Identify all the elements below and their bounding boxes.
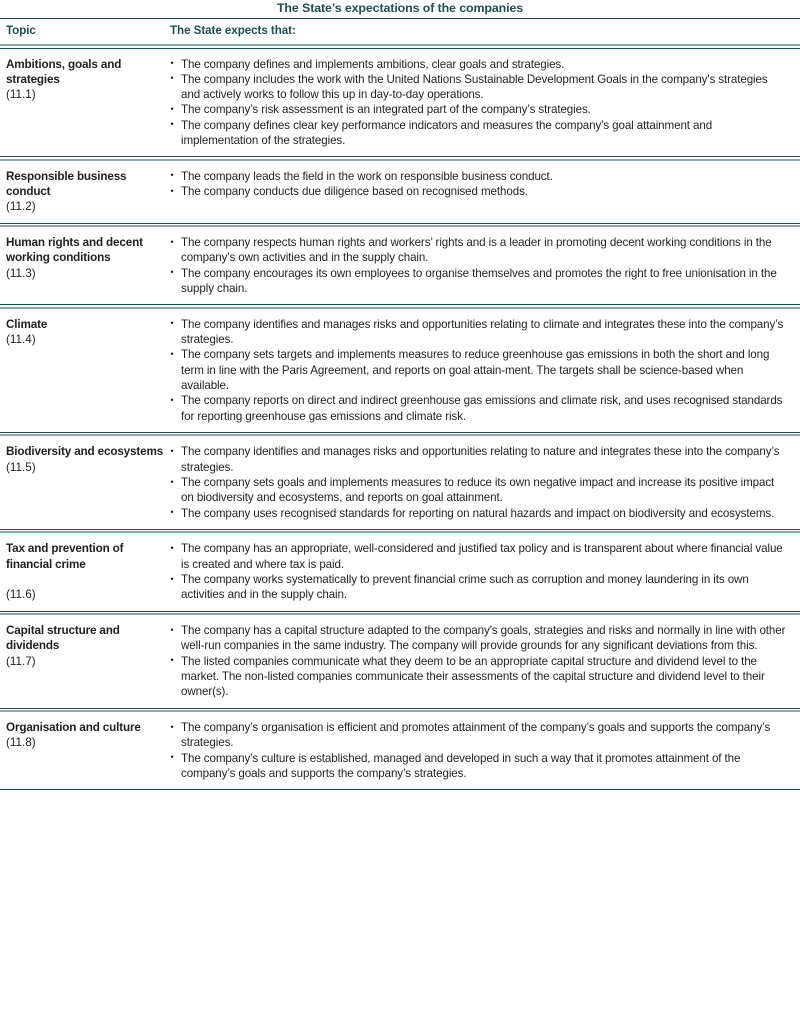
expectations-cell [168,57,800,149]
expectations-list [170,169,786,200]
row-spacer [0,215,800,223]
row-spacer [0,700,800,708]
topic-number: (11.3) [6,266,36,280]
table-body [0,49,800,791]
topic-cell [0,623,168,699]
expectation-item: • The company sets goals and implements measures to reduce its own negative impact and increase its positive impact on biodiversity and ecosystems, and reports on goal attainment. [170,475,786,506]
row-spacer [0,781,800,789]
expectation-item: • The company encourages its own employees to organise themselves and promotes the right to free unionisation in the supply chain. [170,266,786,297]
topic-title: Organisation and culture [6,721,141,735]
expectation-item: • The company has an appropriate, well-considered and justified tax policy and is transparent about where financial value is created and where tax is paid. [170,541,786,572]
row-spacer [0,296,800,304]
expectations-cell [168,720,800,781]
expectation-item: • The company reports on direct and indirect greenhouse gas emissions and climate risk, and uses recognised standards for reporting greenhouse gas emissions and climate risk. [170,393,786,424]
topic-title: Biodiversity and ecosystems [6,445,164,459]
topic-title: Capital structure and dividends [6,624,120,653]
topic-title: Ambitions, goals and strategies [6,57,122,86]
topic-number: (11.8) [6,736,36,750]
topic-cell [0,720,168,781]
column-header-expects: The State expects that: [170,24,296,37]
table-bottom-rule [0,789,800,790]
topic-title: Responsible business conduct [6,169,127,199]
expectation-item: • The company identifies and manages risks and opportunities relating to nature and integrates these into the company’s strategies. [170,444,786,475]
expectation-item: • The company defines clear key performance indicators and measures the company's goal attainment and implementation of the strategies. [170,118,786,149]
table-row [0,533,800,602]
expectation-item: • The company leads the field in the work on responsible business conduct. [170,169,786,184]
expectations-list [170,720,786,781]
expectations-cell [168,317,800,424]
topic-cell [0,235,168,296]
expectation-item: • The company sets targets and implements measures to reduce greenhouse gas emissions in both the short and long term in line with the Paris Agreement, and reports on goal attain-ment. The targets shall be science-based when available. [170,347,786,393]
expectations-list [170,541,786,602]
expectation-item: • The company defines and implements ambitions, clear goals and strategies. [170,57,786,72]
expectations-cell [168,623,800,699]
expectation-item: • The company uses recognised standards for reporting on natural hazards and impact on biodiversity and ecosystems. [170,506,786,521]
expectations-cell [168,541,800,602]
topic-number: (11.5) [6,460,36,474]
topic-number: (11.7) [6,654,36,668]
topic-cell [0,541,168,602]
topic-cell [0,444,168,520]
topic-cell [0,57,168,149]
expectations-cell [168,444,800,520]
expectations-list [170,444,786,520]
table-row [0,615,800,699]
topic-title: Tax and prevention of financial crime [6,542,124,571]
table-header-row [0,19,800,44]
column-header-topic: Topic [6,24,36,37]
row-spacer [0,603,800,611]
expectation-item: • The company’s risk assessment is an integrated part of the company’s strategies. [170,102,786,117]
expectation-item: • The company’s culture is established, managed and developed in such a way that it promotes attainment of the company’s goals and supports the company’s strategies. [170,751,786,782]
topic-number: (11.4) [6,333,36,347]
topic-number: (11.2) [6,200,36,214]
table-row [0,309,800,424]
topic-cell [0,169,168,215]
expectations-list [170,623,786,699]
row-spacer [0,148,800,156]
table-title: The State’s expectations of the companies [276,1,524,15]
topic-number: (11.6) [6,588,36,602]
expectation-item: • The company has a capital structure adapted to the company's goals, strategies and risks and normally in line with other well-run companies in the same industry. The company will provide grounds for any significant deviations from this. [170,623,786,654]
topic-title: Human rights and decent working conditions [6,236,143,265]
topic-number: (11.1) [6,88,36,102]
table-row [0,161,800,215]
row-spacer [0,424,800,432]
expectation-item: • The company respects human rights and workers’ rights and is a leader in promoting decent working conditions in the company's own activities and in the supply chain. [170,235,786,266]
expectations-cell [168,235,800,296]
table-row [0,49,800,149]
expectation-item: • The company’s organisation is efficient and promotes attainment of the company’s goals and supports the company’s strategies. [170,720,786,751]
expectations-list [170,235,786,296]
expectation-item: • The company includes the work with the United Nations Sustainable Development Goals in the company's strategies and actively works to follow this up in day-to-day operations. [170,72,786,103]
expectations-cell [168,169,800,215]
table-row [0,227,800,296]
topic-cell [0,317,168,424]
expectations-list [170,57,786,149]
expectation-item: • The listed companies communicate what they deem to be an appropriate capital structure and dividend level to the market. The non-listed companies communicate their assessments of the capital structure and dividend level to their owner(s). [170,654,786,700]
row-spacer [0,521,800,529]
topic-title: Climate [6,317,48,331]
expectation-item: • The company conducts due diligence based on recognised methods. [170,184,786,199]
expectation-item: • The company identifies and manages risks and opportunities relating to climate and integrates these into the company’s strategies. [170,317,786,348]
expectations-list [170,317,786,424]
table-row [0,436,800,520]
expectation-item: • The company works systematically to prevent financial crime such as corruption and money laundering in its own activities and in the supply chain. [170,572,786,603]
table-row [0,712,800,781]
